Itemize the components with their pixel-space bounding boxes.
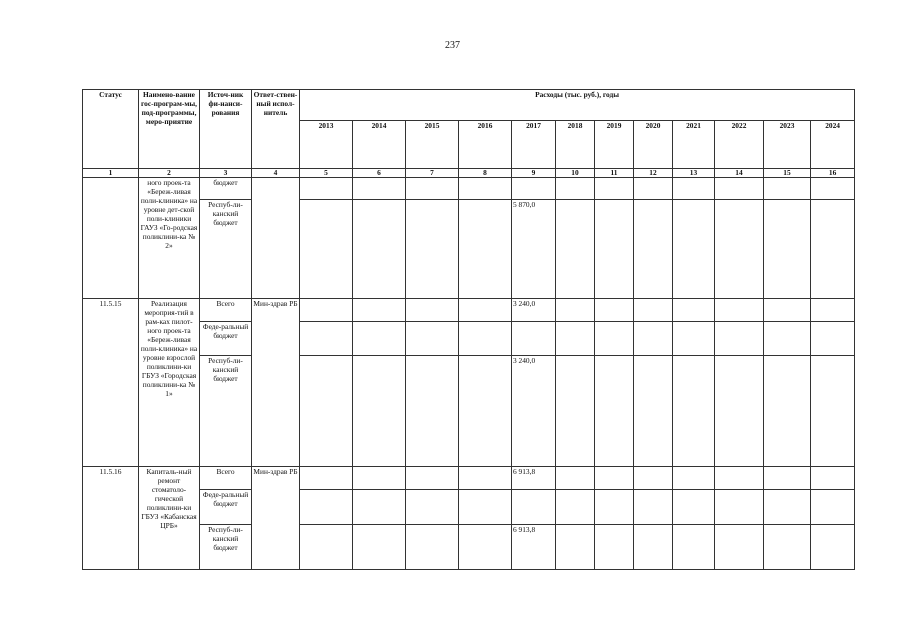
year-header-2021: 2021 xyxy=(673,121,715,169)
value-cell-2016 xyxy=(459,178,512,200)
value-cell-2017 xyxy=(512,490,556,525)
value-cell-2015 xyxy=(406,178,459,200)
column-number: 11 xyxy=(595,169,634,178)
value-cell-2016 xyxy=(459,200,512,299)
value-cell-2022 xyxy=(715,178,764,200)
value-cell-2023 xyxy=(764,200,811,299)
value-cell-2020 xyxy=(634,299,673,322)
value-cell-2014 xyxy=(353,525,406,570)
column-number: 10 xyxy=(556,169,595,178)
value-cell-2014 xyxy=(353,356,406,467)
value-cell-2013 xyxy=(300,490,353,525)
value-cell-2021 xyxy=(673,322,715,356)
row-name: Реализация мероприя-тий в рам-ках пилот-ного проек-та «Береж-ливая поли-клиника» на уровне взрослой поликлини-ки ГБУЗ «Городская поликлини-ка № 1» xyxy=(139,299,200,467)
value-cell-2014 xyxy=(353,467,406,490)
row-name: ного проек-та «Береж-ливая поли-клиника» на уровне дет-ской поли-клиники ГАУЗ «Го-родская поликлини-ка № 2» xyxy=(139,178,200,299)
value-cell-2024 xyxy=(811,178,855,200)
value-cell-2019 xyxy=(595,525,634,570)
value-cell-2015 xyxy=(406,467,459,490)
value-cell-2021 xyxy=(673,299,715,322)
value-cell-2019 xyxy=(595,356,634,467)
value-cell-2014 xyxy=(353,299,406,322)
header-numbers-row xyxy=(83,169,855,178)
table-row xyxy=(83,467,855,490)
value-cell-2013 xyxy=(300,525,353,570)
value-cell-2019 xyxy=(595,178,634,200)
value-cell-2023 xyxy=(764,356,811,467)
value-cell-2013 xyxy=(300,200,353,299)
value-cell-2022 xyxy=(715,525,764,570)
row-source: Всего xyxy=(200,299,252,322)
value-cell-2013 xyxy=(300,467,353,490)
value-cell-2015 xyxy=(406,490,459,525)
value-cell-2023 xyxy=(764,178,811,200)
row-responsible: Мин-здрав РБ xyxy=(252,299,300,467)
value-cell-2016 xyxy=(459,299,512,322)
row-status: 11.5.15 xyxy=(83,299,139,467)
row-source: бюджет xyxy=(200,178,252,200)
row-source: Респуб-ли-канский бюджет xyxy=(200,200,252,299)
value-cell-2021 xyxy=(673,200,715,299)
value-cell-2019 xyxy=(595,299,634,322)
value-cell-2020 xyxy=(634,200,673,299)
column-number: 1 xyxy=(83,169,139,178)
column-number: 16 xyxy=(811,169,855,178)
value-cell-2017: 5 870,0 xyxy=(512,200,556,299)
value-cell-2016 xyxy=(459,490,512,525)
value-cell-2017: 6 913,8 xyxy=(512,525,556,570)
value-cell-2023 xyxy=(764,299,811,322)
page-number: 237 xyxy=(445,40,460,51)
value-cell-2024 xyxy=(811,490,855,525)
value-cell-2021 xyxy=(673,525,715,570)
value-cell-2018 xyxy=(556,356,595,467)
row-responsible: Мин-здрав РБ xyxy=(252,467,300,570)
row-status xyxy=(83,178,139,299)
value-cell-2019 xyxy=(595,490,634,525)
value-cell-2015 xyxy=(406,200,459,299)
value-cell-2015 xyxy=(406,356,459,467)
column-number: 7 xyxy=(406,169,459,178)
value-cell-2024 xyxy=(811,356,855,467)
value-cell-2022 xyxy=(715,356,764,467)
value-cell-2022 xyxy=(715,467,764,490)
header-status: Статус xyxy=(83,90,139,169)
value-cell-2016 xyxy=(459,525,512,570)
column-number: 8 xyxy=(459,169,512,178)
value-cell-2021 xyxy=(673,490,715,525)
value-cell-2016 xyxy=(459,356,512,467)
row-name: Капиталь-ный ремонт стоматоло-гической поликлини-ки ГБУЗ «Кабанская ЦРБ» xyxy=(139,467,200,570)
value-cell-2016 xyxy=(459,467,512,490)
column-number: 2 xyxy=(139,169,200,178)
value-cell-2013 xyxy=(300,322,353,356)
header-name: Наимено-вание гос-програм-мы, под-программы, меро-приятие xyxy=(139,90,200,169)
value-cell-2018 xyxy=(556,200,595,299)
row-responsible xyxy=(252,178,300,299)
value-cell-2023 xyxy=(764,525,811,570)
value-cell-2020 xyxy=(634,178,673,200)
value-cell-2022 xyxy=(715,200,764,299)
year-header-2019: 2019 xyxy=(595,121,634,169)
year-header-2013: 2013 xyxy=(300,121,353,169)
value-cell-2024 xyxy=(811,525,855,570)
value-cell-2020 xyxy=(634,356,673,467)
value-cell-2021 xyxy=(673,467,715,490)
column-number: 13 xyxy=(673,169,715,178)
year-header-2022: 2022 xyxy=(715,121,764,169)
value-cell-2016 xyxy=(459,322,512,356)
value-cell-2017 xyxy=(512,322,556,356)
value-cell-2017: 6 913,8 xyxy=(512,467,556,490)
row-source: Феде-ральный бюджет xyxy=(200,490,252,525)
value-cell-2023 xyxy=(764,467,811,490)
table-row xyxy=(83,299,855,322)
year-header-2020: 2020 xyxy=(634,121,673,169)
year-header-2015: 2015 xyxy=(406,121,459,169)
value-cell-2015 xyxy=(406,322,459,356)
value-cell-2013 xyxy=(300,356,353,467)
value-cell-2020 xyxy=(634,322,673,356)
value-cell-2024 xyxy=(811,322,855,356)
value-cell-2018 xyxy=(556,490,595,525)
table-body xyxy=(83,178,855,570)
year-header-2016: 2016 xyxy=(459,121,512,169)
value-cell-2022 xyxy=(715,299,764,322)
row-status: 11.5.16 xyxy=(83,467,139,570)
year-header-2017: 2017 xyxy=(512,121,556,169)
value-cell-2021 xyxy=(673,178,715,200)
value-cell-2014 xyxy=(353,200,406,299)
column-number: 5 xyxy=(300,169,353,178)
budget-table xyxy=(82,89,855,570)
value-cell-2018 xyxy=(556,525,595,570)
value-cell-2017 xyxy=(512,178,556,200)
value-cell-2024 xyxy=(811,467,855,490)
value-cell-2020 xyxy=(634,525,673,570)
value-cell-2020 xyxy=(634,467,673,490)
header-expenses: Расходы (тыс. руб.), годы xyxy=(300,90,855,121)
value-cell-2014 xyxy=(353,322,406,356)
table-row xyxy=(83,178,855,200)
value-cell-2017: 3 240,0 xyxy=(512,356,556,467)
year-header-2023: 2023 xyxy=(764,121,811,169)
value-cell-2019 xyxy=(595,322,634,356)
year-header-2024: 2024 xyxy=(811,121,855,169)
value-cell-2015 xyxy=(406,525,459,570)
value-cell-2018 xyxy=(556,299,595,322)
column-number: 3 xyxy=(200,169,252,178)
value-cell-2023 xyxy=(764,322,811,356)
row-source: Феде-ральный бюджет xyxy=(200,322,252,356)
column-number: 12 xyxy=(634,169,673,178)
header-source: Источ-ник фи-нанси-рования xyxy=(200,90,252,169)
value-cell-2019 xyxy=(595,467,634,490)
value-cell-2017: 3 240,0 xyxy=(512,299,556,322)
value-cell-2018 xyxy=(556,178,595,200)
value-cell-2020 xyxy=(634,490,673,525)
row-source: Всего xyxy=(200,467,252,490)
value-cell-2022 xyxy=(715,322,764,356)
value-cell-2022 xyxy=(715,490,764,525)
value-cell-2013 xyxy=(300,299,353,322)
year-header-2014: 2014 xyxy=(353,121,406,169)
column-number: 15 xyxy=(764,169,811,178)
value-cell-2021 xyxy=(673,356,715,467)
value-cell-2014 xyxy=(353,178,406,200)
value-cell-2014 xyxy=(353,490,406,525)
year-header-2018: 2018 xyxy=(556,121,595,169)
value-cell-2024 xyxy=(811,299,855,322)
value-cell-2015 xyxy=(406,299,459,322)
column-number: 4 xyxy=(252,169,300,178)
value-cell-2019 xyxy=(595,200,634,299)
value-cell-2018 xyxy=(556,467,595,490)
value-cell-2013 xyxy=(300,178,353,200)
value-cell-2024 xyxy=(811,200,855,299)
column-number: 6 xyxy=(353,169,406,178)
row-source: Респуб-ли-канский бюджет xyxy=(200,525,252,570)
header-responsible: Ответ-ствен-ный испол-нитель xyxy=(252,90,300,169)
column-number: 9 xyxy=(512,169,556,178)
value-cell-2023 xyxy=(764,490,811,525)
column-number: 14 xyxy=(715,169,764,178)
value-cell-2018 xyxy=(556,322,595,356)
row-source: Респуб-ли-канский бюджет xyxy=(200,356,252,467)
